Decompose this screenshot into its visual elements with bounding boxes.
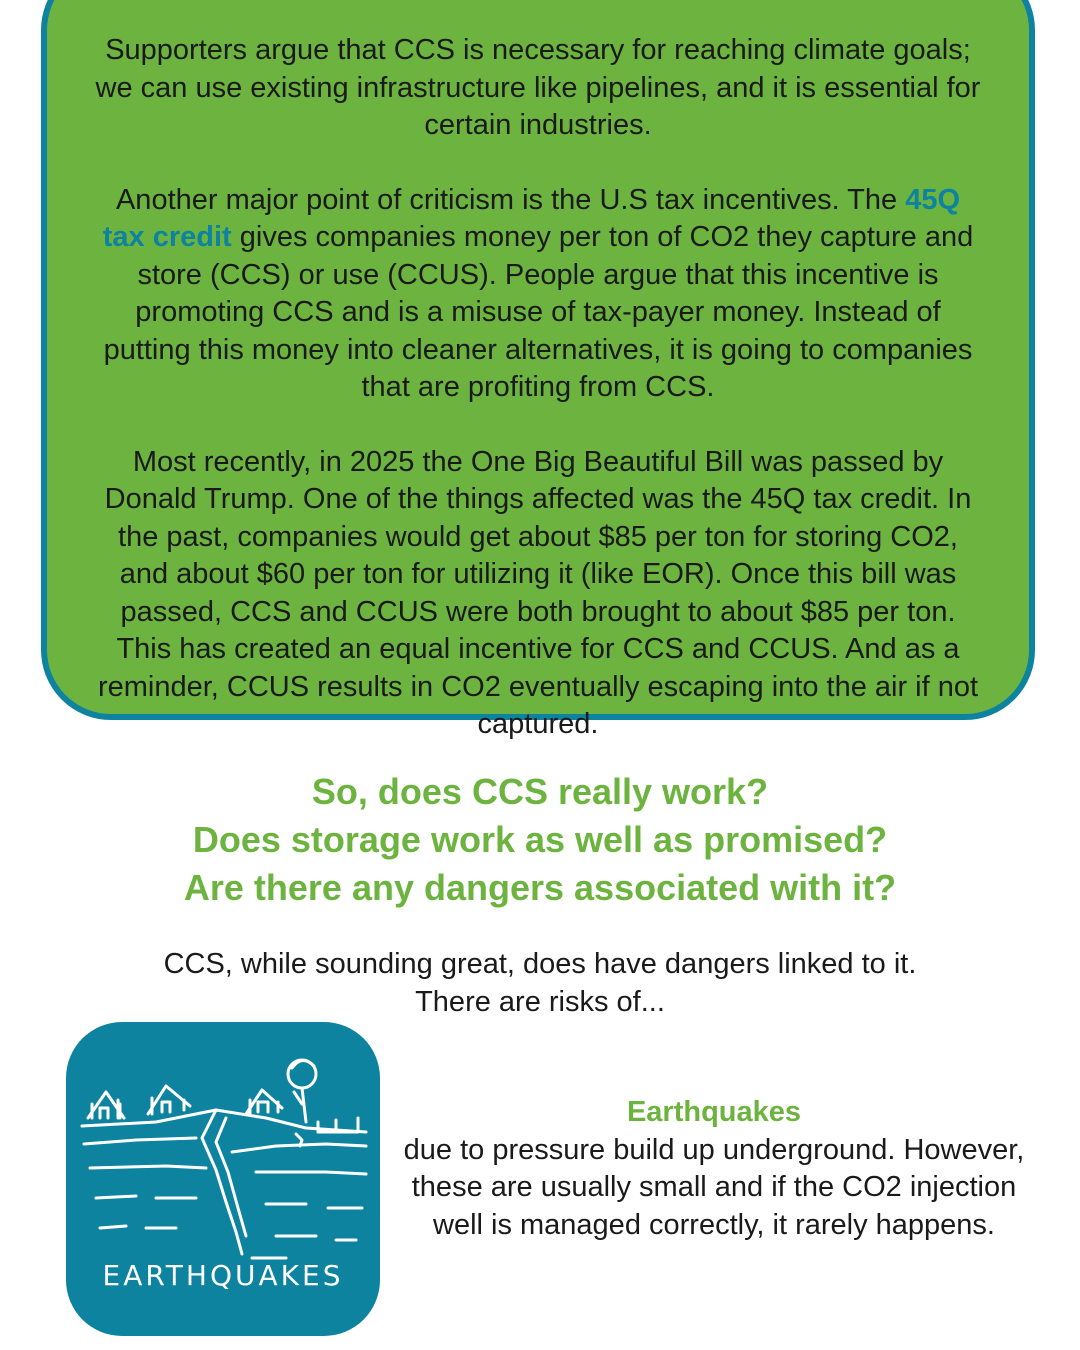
earthquake-risk-body: due to pressure build up underground. However, these are usually small and if the CO2 injection well is managed correctly, it rarely happens.: [403, 1133, 1025, 1241]
earthquake-risk-title: Earthquakes: [626, 1096, 802, 1128]
risks-intro-line-1: CCS, while sounding great, does have dangers linked to it.: [163, 948, 917, 980]
tax-incentive-text-start: Another major point of criticism is the U.S tax incentives. The: [115, 183, 906, 216]
bill-paragraph: Most recently, in 2025 the One Big Beautiful Bill was passed by Donald Trump. One of the things affected was the 45Q tax credit. In the past, companies would get about $85 per ton for storing CO2, and about $60 per ton for utilizing it (like EOR). Once this bill was passed, CCS and CCUS were both brought to about $85 per ton. This has created an equal incentive for CCS and CCUS. And as a reminder, CCUS results in CO2 eventually escaping into the air if not captured.: [97, 445, 979, 740]
45q-tax-credit-link[interactable]: 45Q tax credit: [102, 183, 961, 253]
question-3: Are there any dangers associated with it?: [183, 867, 897, 908]
earthquakes-tile-label: EARTHQUAKES: [102, 1259, 344, 1292]
supporters-paragraph: Supporters argue that CCS is necessary for reaching climate goals; we can use existing infrastructure like pipelines, and it is essential for certain industries.: [95, 34, 981, 141]
risks-intro: [0, 946, 1080, 1021]
earthquakes-tile: [66, 1022, 380, 1336]
tax-incentive-paragraph: [91, 182, 985, 407]
info-panel: [41, 0, 1035, 740]
tax-incentive-text-end: gives companies money per ton of CO2 they capture and store (CCS) or use (CCUS). People argue that this incentive is promoting CCS and is a misuse of tax-payer money. Instead of putting this money into cleaner alternatives, it is going to companies that are profiting from CCS.: [103, 221, 974, 403]
questions-heading: [0, 768, 1080, 912]
risks-intro-line-2: There are risks of...: [415, 985, 665, 1018]
question-2: Does storage work as well as promised?: [192, 819, 888, 860]
earthquake-risk: [396, 1094, 1032, 1244]
question-1: So, does CCS really work?: [311, 771, 769, 812]
